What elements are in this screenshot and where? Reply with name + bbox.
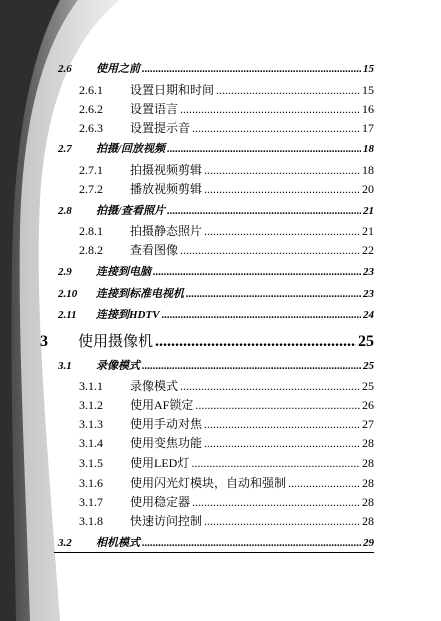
toc-title: 使用之前 [96, 63, 140, 75]
toc-number: 3.2 [58, 537, 72, 549]
toc-title: 录像模式 [130, 379, 179, 393]
toc-title: 相机模式 [96, 537, 140, 549]
toc-entry[interactable] [58, 306, 374, 322]
toc-title: 设置语言 [130, 102, 179, 116]
leader-dots [180, 243, 360, 258]
toc-title: 使用闪光灯模块，自动和强制 [130, 476, 287, 490]
toc-title: 连接到标准电视机 [96, 288, 184, 300]
leader-dots [142, 537, 361, 549]
toc-page-number: 23 [363, 288, 374, 300]
leader-dots [153, 266, 361, 278]
leader-dots [204, 514, 360, 529]
toc-entry[interactable] [79, 161, 374, 178]
toc-title: 播放视频剪辑 [130, 182, 203, 196]
toc-entry[interactable] [79, 454, 374, 471]
toc-number: 2.6.1 [79, 83, 103, 97]
toc-number: 3.1.2 [79, 398, 103, 412]
toc-entry[interactable] [58, 285, 374, 301]
toc-number: 3.1.4 [79, 436, 103, 450]
toc-chapter-entry[interactable] [40, 330, 374, 351]
leader-dots [204, 182, 360, 197]
toc-title: 拍摄/回放视频 [96, 143, 166, 155]
toc-number: 2.8.1 [79, 224, 103, 238]
toc-entry[interactable] [79, 415, 374, 432]
toc-entry[interactable] [58, 534, 374, 550]
leader-dots [155, 333, 356, 351]
leader-dots [180, 379, 360, 394]
toc-page-number: 23 [363, 266, 374, 278]
toc-entry[interactable] [79, 180, 374, 197]
toc-number: 2.6.2 [79, 102, 103, 116]
toc-page-number: 28 [362, 476, 374, 490]
toc-title: 查看图像 [130, 243, 179, 257]
toc-entry[interactable] [79, 81, 374, 98]
toc-page-number: 25 [358, 333, 374, 350]
toc-number: 2.11 [58, 309, 77, 321]
toc-page-number: 18 [362, 163, 374, 177]
toc-title: 使用稳定器 [130, 495, 191, 509]
toc-number: 3.1.5 [79, 456, 103, 470]
toc-title: 使用AF锁定 [130, 398, 194, 412]
toc-entry[interactable] [79, 493, 374, 510]
toc-title: 使用变焦功能 [130, 436, 203, 450]
toc-page-number: 25 [363, 360, 374, 372]
toc-title: 连接到HDTV [96, 309, 160, 321]
toc-entry[interactable] [79, 396, 374, 413]
toc-entry[interactable] [58, 263, 374, 279]
toc-page-number: 28 [362, 495, 374, 509]
toc-title: 拍摄视频剪辑 [130, 163, 203, 177]
leader-dots [162, 309, 361, 321]
toc-entry[interactable] [58, 60, 374, 76]
bottom-rule [54, 552, 374, 553]
toc-title: 使用手动对焦 [130, 417, 203, 431]
leader-dots [180, 102, 360, 117]
toc-title: 使用摄像机 [78, 332, 154, 350]
leader-dots [195, 398, 360, 413]
toc-page-number: 28 [362, 436, 374, 450]
toc-page-number: 21 [362, 224, 374, 238]
toc-title: 拍摄/查看照片 [96, 205, 166, 217]
leader-dots [167, 143, 361, 155]
toc-title: 设置提示音 [130, 121, 191, 135]
toc-entry[interactable] [79, 241, 374, 258]
toc-page-number: 24 [363, 309, 374, 321]
toc-number: 2.8 [58, 205, 72, 217]
toc-entry[interactable] [79, 512, 374, 529]
toc-page-number: 18 [363, 143, 374, 155]
leader-dots [192, 495, 360, 510]
toc-number: 2.10 [58, 288, 78, 300]
toc-page-number: 17 [362, 121, 374, 135]
toc-page-number: 15 [363, 63, 374, 75]
toc-number: 3.1.6 [79, 476, 103, 490]
toc-title: 拍摄静态照片 [130, 224, 203, 238]
toc-page-number: 28 [362, 456, 374, 470]
toc-number: 3.1.7 [79, 495, 103, 509]
toc-page-number: 22 [362, 243, 374, 257]
leader-dots [288, 476, 360, 491]
toc-number: 3.1.8 [79, 514, 103, 528]
toc-entry[interactable] [58, 140, 374, 156]
leader-dots [186, 288, 361, 300]
toc-number: 2.9 [58, 266, 72, 278]
toc-page-number: 28 [362, 514, 374, 528]
toc-page-number: 16 [362, 102, 374, 116]
toc-number: 2.7 [58, 143, 72, 155]
leader-dots [204, 224, 360, 239]
leader-dots [142, 360, 361, 372]
toc-page-number: 20 [362, 182, 374, 196]
toc-page-number: 25 [362, 379, 374, 393]
leader-dots [204, 163, 360, 178]
toc-page-number: 26 [362, 398, 374, 412]
toc-title: 快速访问控制 [130, 514, 203, 528]
toc-number: 3.1 [58, 360, 72, 372]
leader-dots [192, 121, 360, 136]
toc-number: 2.6.3 [79, 121, 103, 135]
toc-entry[interactable] [79, 119, 374, 136]
toc-entry[interactable] [58, 357, 374, 373]
toc-page-number: 27 [362, 417, 374, 431]
toc-number: 2.7.1 [79, 163, 103, 177]
toc-entry[interactable] [58, 202, 374, 218]
leader-dots [204, 417, 360, 432]
toc-entry[interactable] [79, 474, 374, 491]
toc-number: 2.7.2 [79, 182, 103, 196]
toc-number: 3.1.1 [79, 379, 103, 393]
toc-title: 设置日期和时间 [130, 83, 215, 97]
toc-number: 3.1.3 [79, 417, 103, 431]
toc-title: 使用LED灯 [130, 456, 190, 470]
toc-entry[interactable] [79, 377, 374, 394]
toc-number: 3 [40, 333, 48, 350]
toc-number: 2.6 [58, 63, 72, 75]
toc-page-number: 15 [362, 83, 374, 97]
leader-dots [204, 436, 360, 451]
toc-title: 录像模式 [96, 360, 140, 372]
toc-entry[interactable] [79, 222, 374, 239]
toc-page-number: 29 [363, 537, 374, 549]
toc-title: 连接到电脑 [96, 266, 151, 278]
leader-dots [216, 83, 360, 98]
toc-page-number: 21 [363, 205, 374, 217]
toc-number: 2.8.2 [79, 243, 103, 257]
toc-entry[interactable] [79, 434, 374, 451]
leader-dots [142, 63, 361, 75]
toc-entry[interactable] [79, 100, 374, 117]
leader-dots [191, 456, 360, 471]
leader-dots [167, 205, 361, 217]
